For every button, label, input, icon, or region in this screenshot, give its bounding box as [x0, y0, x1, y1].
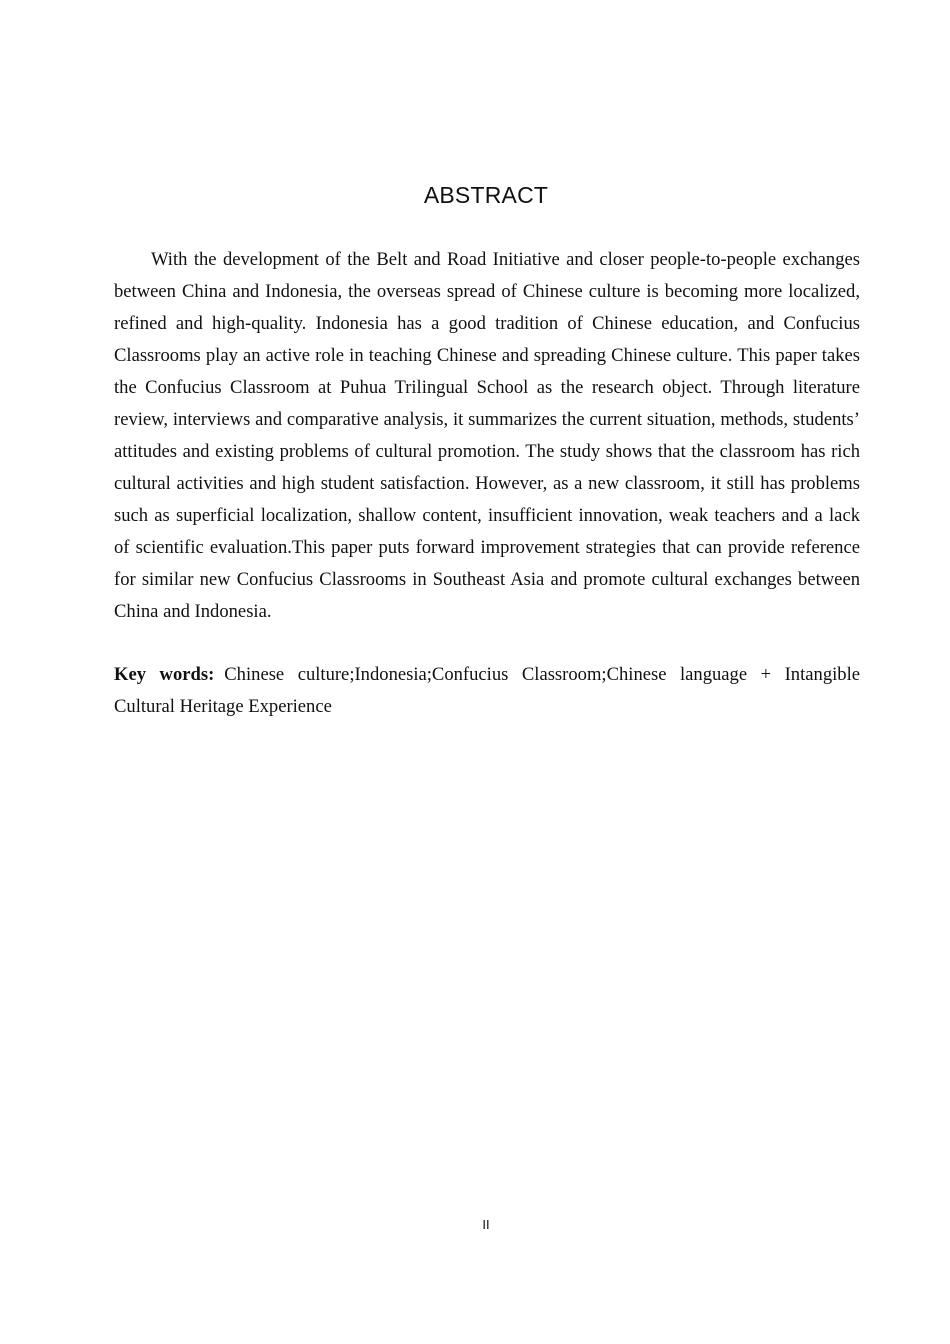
abstract-heading: ABSTRACT — [423, 182, 549, 208]
keywords-text: Chinese culture;Indonesia;Confucius Classroom;Chinese language + Intangible Cultural Heritage Experience — [114, 664, 860, 717]
page-number: II — [482, 1217, 490, 1232]
keywords-paragraph — [114, 659, 860, 723]
abstract-body: With the development of the Belt and Road Initiative and closer people-to-people exchanges between China and Indonesia, the overseas spread of Chinese culture is becoming more localized, refined and high-quality. Indonesia has a good tradition of Chinese education, and Confucius Classrooms play an active role in teaching Chinese and spreading Chinese culture. This paper takes the Confucius Classroom at Puhua Trilingual School as the research object. Through literature review, interviews and comparative analysis, it summarizes the current situation, methods, students’ attitudes and existing problems of cultural promotion. The study shows that the classroom has rich cultural activities and high student satisfaction. However, as a new classroom, it still has problems such as superficial localization, shallow content, insufficient innovation, weak teachers and a lack of scientific evaluation.This paper puts forward improvement strategies that can provide reference for similar new Confucius Classrooms in Southeast Asia and promote cultural exchanges between China and Indonesia. — [114, 249, 860, 622]
keywords-label: Key words: — [114, 664, 215, 685]
